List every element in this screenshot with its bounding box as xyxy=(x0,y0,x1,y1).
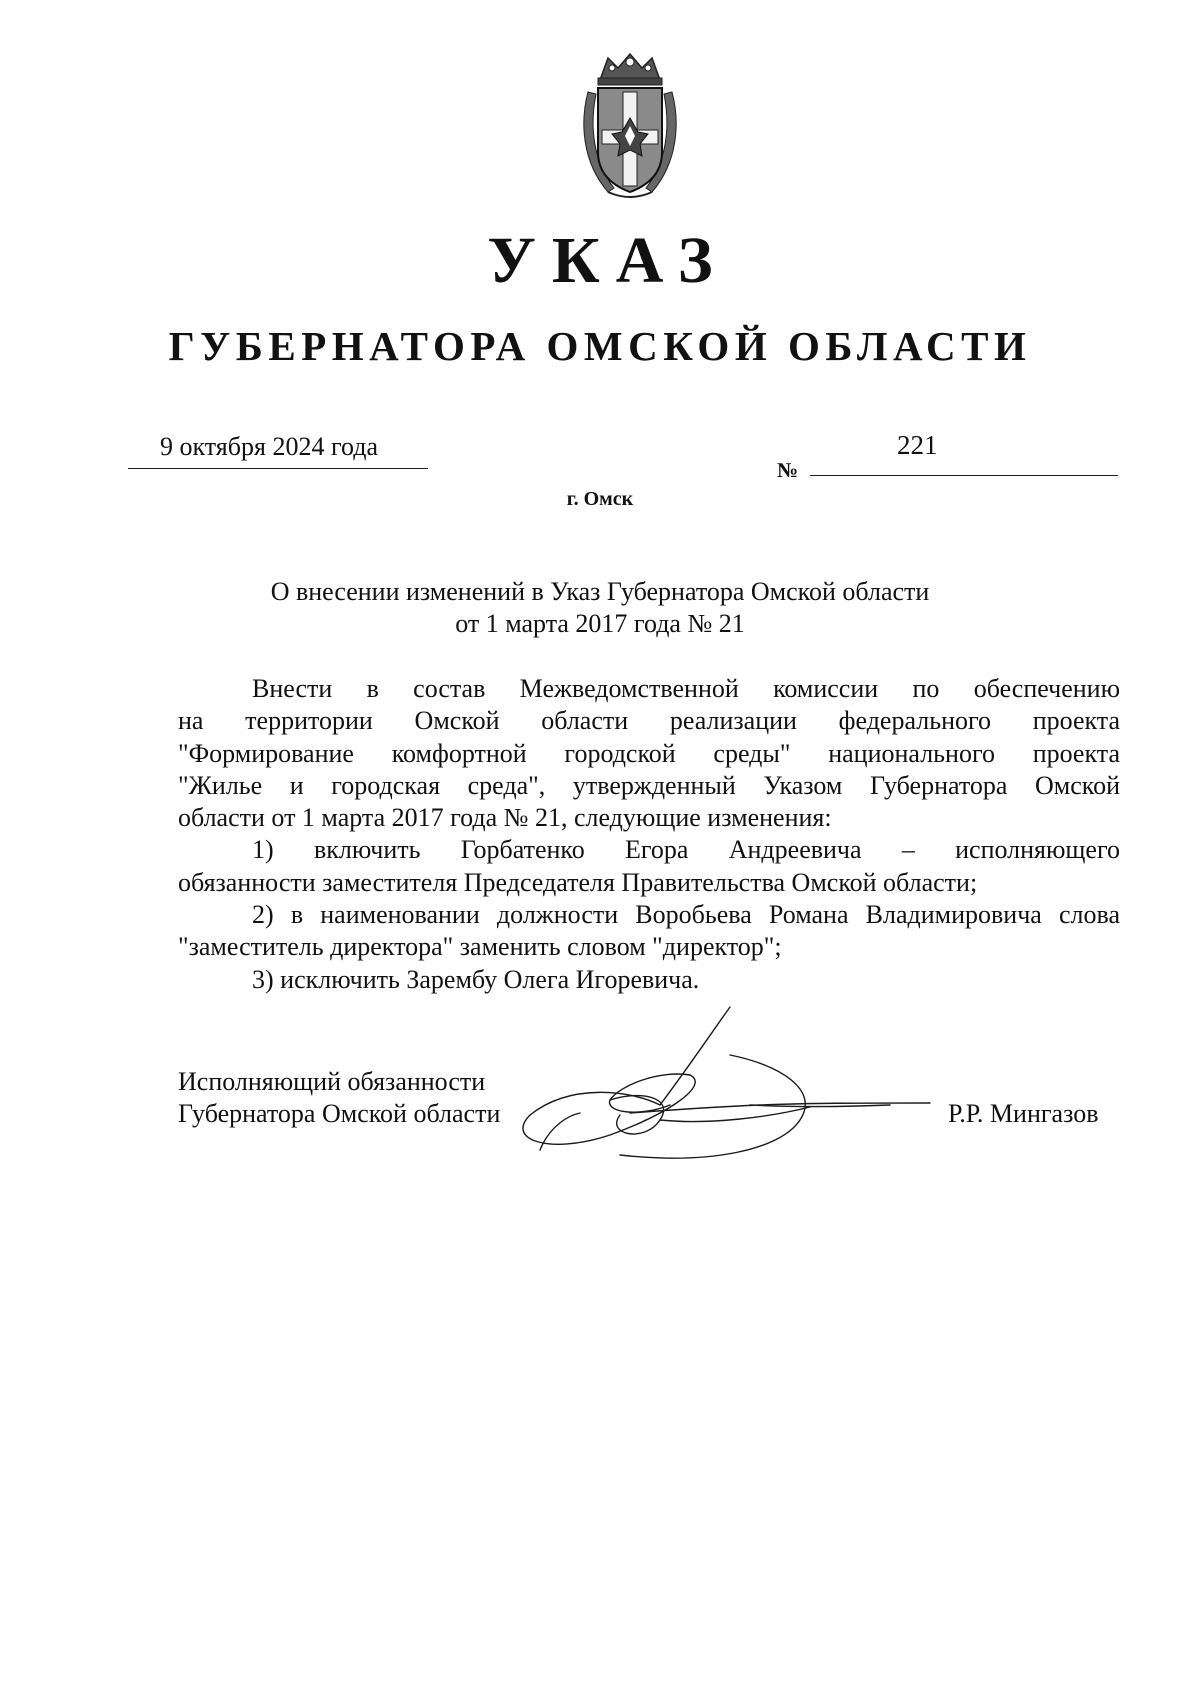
body-intro-line-2: на территории Омской области реализации федерального проекта xyxy=(178,706,1120,736)
document-subject xyxy=(0,576,1200,640)
signatory-position xyxy=(178,1066,500,1131)
body-item-1-line-1: 1) включить Горбатенко Егора Андреевича – исполняющего xyxy=(252,835,1120,865)
date-underline xyxy=(128,468,428,469)
body-item-3: 3) исключить Зарембу Олега Игоревича. xyxy=(252,964,700,994)
document-date: 9 октября 2024 года xyxy=(160,432,378,461)
body-intro-line-5: области от 1 марта 2017 года № 21, следующие изменения: xyxy=(178,803,832,833)
document-type-title: УКАЗ xyxy=(487,224,729,297)
signatory-name: Р.Р. Мингазов xyxy=(948,1099,1099,1128)
signatory-position-line-1: Исполняющий обязанности xyxy=(178,1067,486,1096)
number-sign: № xyxy=(777,458,799,482)
signatory-position-line-2: Губернатора Омской области xyxy=(178,1099,501,1129)
document-number: 221 xyxy=(897,430,938,460)
document-city: г. Омск xyxy=(566,488,634,510)
body-intro-line-4: "Жилье и городская среда", утвержденный Указом Губернатора Омской xyxy=(178,770,1120,800)
subject-line-2: от 1 марта 2017 года № 21 xyxy=(455,609,745,638)
number-underline xyxy=(810,475,1118,476)
body-item-2-line-2: "заместитель директора" заменить словом "директор"; xyxy=(178,932,782,962)
body-intro-line-3: "Формирование комфортной городской среды" национального проекта xyxy=(178,738,1120,768)
omsk-coat-of-arms-emblem xyxy=(578,52,682,202)
body-item-2-line-1: 2) в наименовании должности Воробьева Романа Владимировича слова xyxy=(252,900,1120,930)
document-body xyxy=(178,673,1120,996)
body-item-1-line-2: обязанности заместителя Председателя Правительства Омской области; xyxy=(178,867,978,897)
subject-line-1: О внесении изменений в Указ Губернатора Омской области xyxy=(270,577,930,606)
issuing-authority-subtitle: ГУБЕРНАТОРА ОМСКОЙ ОБЛАСТИ xyxy=(168,323,1032,369)
body-intro-line-1: Внести в состав Межведомственной комиссии по обеспечению xyxy=(252,674,1120,703)
handwritten-signature xyxy=(510,995,950,1185)
